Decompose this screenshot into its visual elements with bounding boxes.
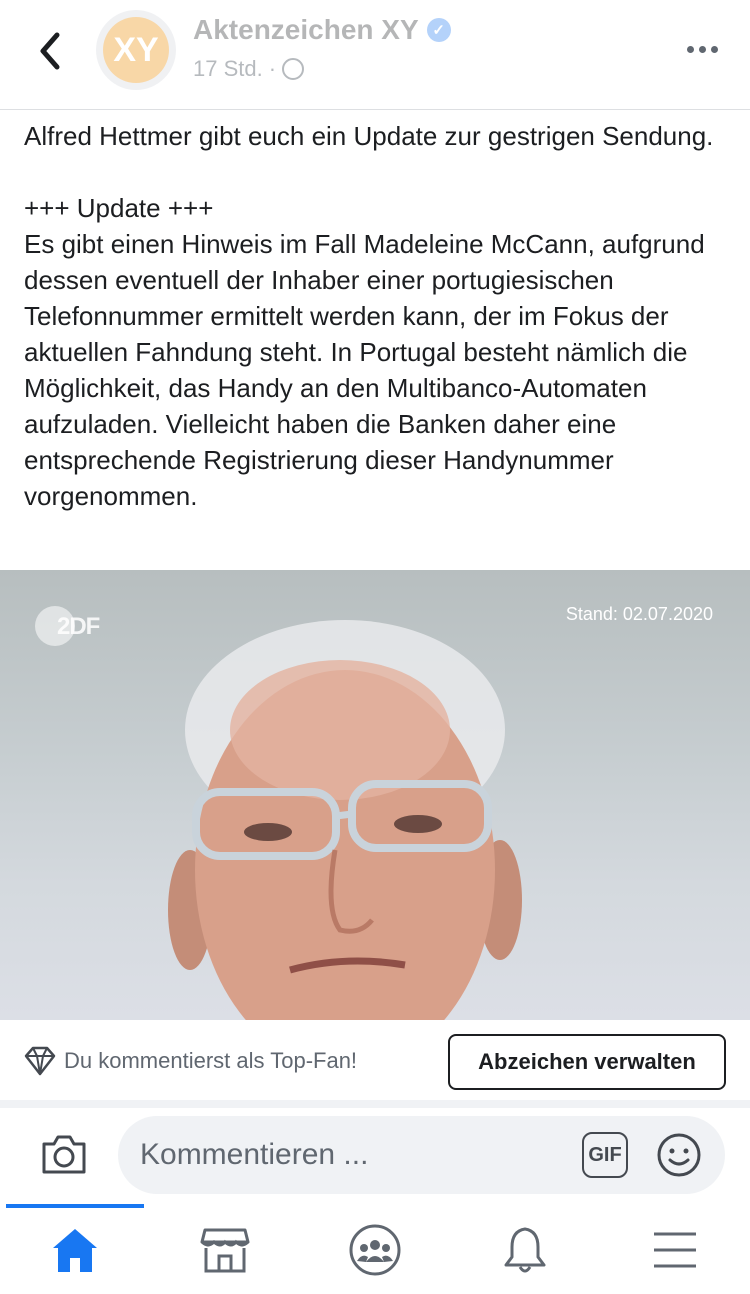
avatar-logo: XY bbox=[103, 17, 169, 83]
nav-marketplace[interactable] bbox=[195, 1222, 255, 1278]
more-dot-icon bbox=[711, 46, 718, 53]
back-button[interactable] bbox=[30, 28, 70, 74]
comment-bar bbox=[0, 1108, 750, 1204]
nav-menu[interactable] bbox=[645, 1222, 705, 1278]
zdf-logo-text: 2DF bbox=[57, 613, 100, 640]
manage-badges-button[interactable]: Abzeichen verwalten bbox=[448, 1034, 726, 1090]
comment-input[interactable] bbox=[118, 1116, 725, 1194]
bottom-navigation bbox=[0, 1204, 750, 1294]
page-name-label: Aktenzeichen XY bbox=[193, 14, 419, 45]
nav-notifications[interactable] bbox=[495, 1222, 555, 1278]
comment-placeholder: Kommentieren ... bbox=[140, 1138, 369, 1171]
bell-icon bbox=[500, 1225, 550, 1275]
post-time: 17 Std. bbox=[193, 56, 263, 81]
top-fan-text: Du kommentierst als Top-Fan! bbox=[64, 1048, 358, 1073]
diamond-icon bbox=[24, 1046, 56, 1076]
zdf-logo bbox=[35, 606, 115, 646]
more-options-button[interactable] bbox=[682, 34, 722, 64]
video-date-stamp: Stand: 02.07.2020 bbox=[565, 604, 713, 624]
post-text: Alfred Hettmer gibt euch ein Update zur gestrigen Sendung. +++ Update +++ Es gibt einen Hinweis im Fall Madeleine McCann, aufgrund dessen eventuell der Inhaber einer portugiesischen Telefonnummer ermittelt werden kann, der im Fokus der aktuellen Fahndung steht. In Portugal besteht nämlich die Möglichkeit, das Handy an den Multibanco-Automaten aufzuladen. Vielleicht haben die Banken daher eine entsprechende Registrierung dieser Handynummer vorgenommen. bbox=[24, 121, 714, 511]
chevron-left-icon bbox=[37, 31, 63, 71]
globe-icon bbox=[282, 58, 304, 80]
hamburger-menu-icon bbox=[652, 1230, 698, 1270]
home-icon bbox=[50, 1226, 100, 1274]
page-name[interactable] bbox=[193, 14, 451, 46]
top-fan-bar bbox=[0, 1020, 750, 1102]
nav-active-indicator bbox=[6, 1204, 144, 1208]
groups-icon bbox=[347, 1224, 403, 1276]
emoji-icon[interactable] bbox=[656, 1132, 702, 1178]
camera-icon[interactable] bbox=[40, 1132, 88, 1176]
nav-home[interactable] bbox=[45, 1222, 105, 1278]
post-video[interactable] bbox=[0, 570, 750, 1020]
marketplace-icon bbox=[200, 1226, 250, 1274]
page-avatar[interactable] bbox=[96, 10, 176, 90]
verified-badge-icon: ✓ bbox=[427, 18, 451, 42]
post-header bbox=[0, 0, 750, 110]
nav-groups[interactable] bbox=[345, 1222, 405, 1278]
more-dot-icon bbox=[699, 46, 706, 53]
section-divider bbox=[0, 1100, 750, 1108]
gif-button[interactable]: GIF bbox=[582, 1132, 628, 1178]
more-dot-icon bbox=[687, 46, 694, 53]
post-meta bbox=[193, 56, 304, 82]
meta-separator: · bbox=[268, 56, 277, 81]
